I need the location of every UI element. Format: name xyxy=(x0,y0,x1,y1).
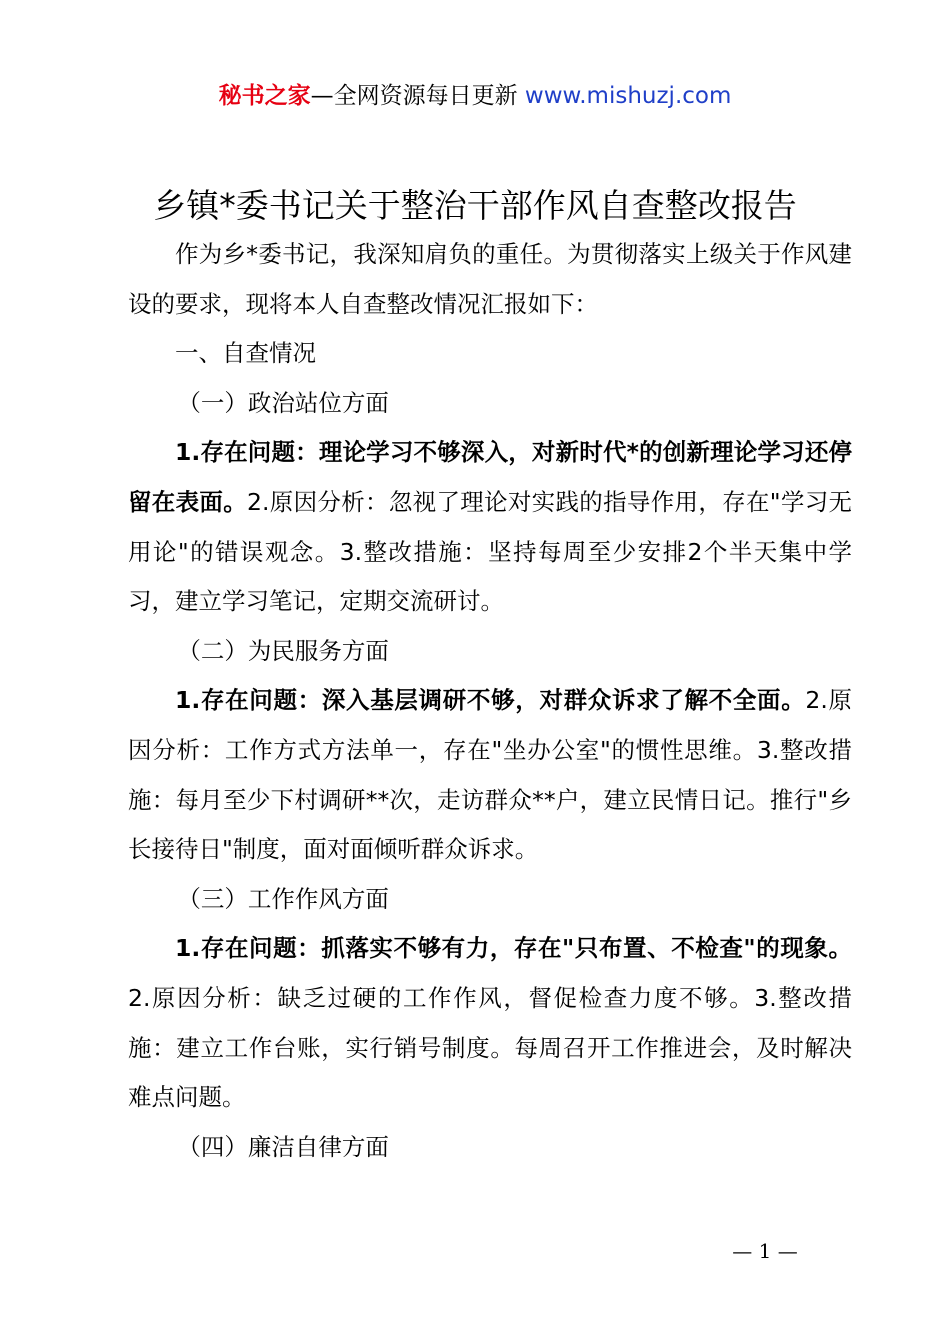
document-title: 乡镇*委书记关于整治干部作风自查整改报告 xyxy=(153,186,797,225)
subsection-paragraph xyxy=(128,676,852,874)
subsection-paragraph xyxy=(128,428,852,626)
analysis-and-measures: 2.原因分析：缺乏过硬的工作作风，督促检查力度不够。3.整改措施：建立工作台账，实行销号制度。每周召开工作推进会，及时解决难点问题。 xyxy=(128,983,852,1112)
brand-name: 秘书之家 xyxy=(218,83,311,109)
subsection-heading: （三）工作作风方面 xyxy=(177,884,389,913)
problem-statement: 1.存在问题：抓落实不够有力，存在"只布置、不检查"的现象。 xyxy=(175,934,852,963)
page-number: — 1 — xyxy=(732,1239,798,1263)
problem-statement: 1.存在问题：深入基层调研不够，对群众诉求了解不全面。 xyxy=(175,686,806,715)
analysis-and-measures: 2.原因分析：工作方式方法单一，存在"坐办公室"的惯性思维。3.整改措施：每月至少下村调研**次，走访群众**户，建立民情日记。推行"乡长接待日"制度，面对面倾听群众诉求。 xyxy=(128,686,853,864)
analysis-and-measures: 2.原因分析：忽视了理论对实践的指导作用，存在"学习无用论"的错误观念。3.整改措施：坚持每周至少安排2个半天集中学习，建立学习笔记，定期交流研讨。 xyxy=(128,487,852,616)
document-body xyxy=(128,230,852,1172)
website-link[interactable]: www.mishuzj.com xyxy=(524,83,732,109)
banner-slogan: —全网资源每日更新 xyxy=(310,83,525,109)
site-banner xyxy=(0,78,950,114)
subsection-heading: （四）廉洁自律方面 xyxy=(177,1132,389,1161)
subsection-paragraph xyxy=(128,924,852,1122)
section-heading: 一、自查情况 xyxy=(175,339,316,368)
intro-paragraph: 作为乡*委书记，我深知肩负的重任。为贯彻落实上级关于作风建设的要求，现将本人自查整改情况汇报如下： xyxy=(128,240,852,318)
subsection-heading: （二）为民服务方面 xyxy=(177,636,389,665)
subsection-heading: （一）政治站位方面 xyxy=(177,388,389,417)
problem-statement: 1.存在问题：理论学习不够深入，对新时代*的创新理论学习还停留在表面。 xyxy=(128,438,852,516)
